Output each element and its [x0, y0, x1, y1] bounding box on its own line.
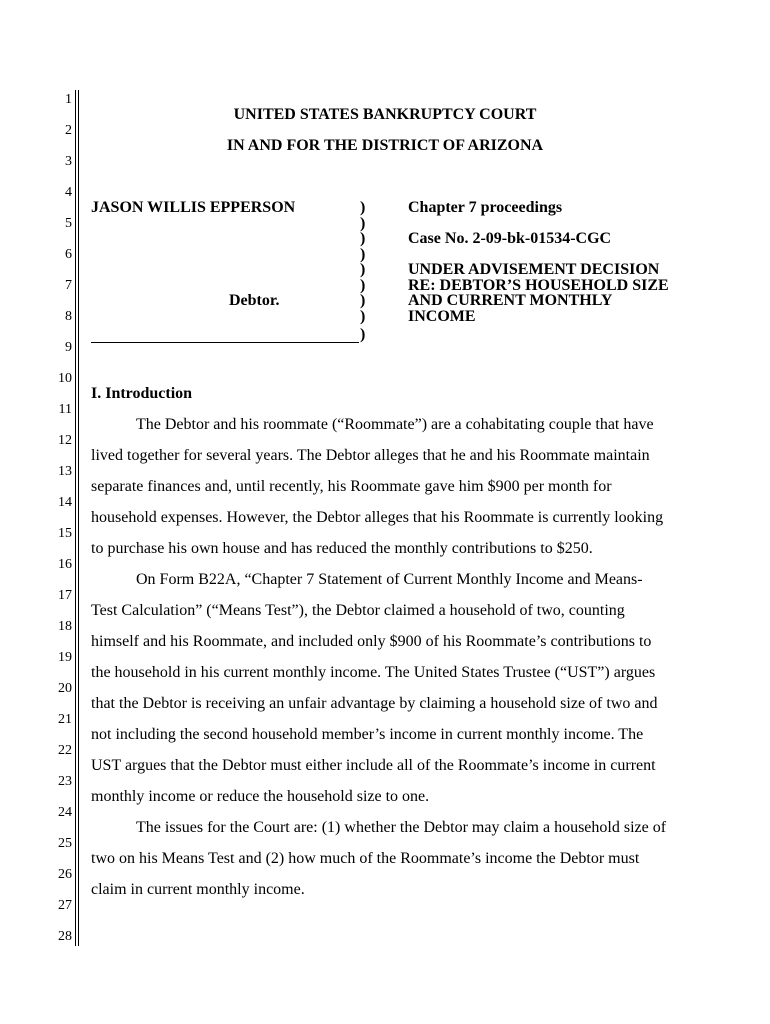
line-number: 13: [58, 464, 72, 479]
decision-title-line: INCOME: [408, 307, 476, 325]
body-line: separate finances and, until recently, his Roommate gave him $900 per month for: [91, 478, 612, 495]
body-line: lived together for several years. The Debtor alleges that he and his Roommate maintain: [91, 447, 650, 464]
caption-paren: ): [360, 261, 366, 278]
line-number: 20: [58, 681, 72, 696]
body-line: not including the second household member’s income in current monthly income. The: [91, 726, 644, 743]
line-number: 5: [65, 216, 72, 231]
line-number: 12: [58, 433, 72, 448]
caption-underline: [91, 342, 359, 343]
court-line-2: IN AND FOR THE DISTRICT OF ARIZONA: [226, 137, 544, 154]
line-number: 23: [58, 774, 72, 789]
line-number: 22: [58, 743, 72, 758]
section-heading: I. Introduction: [91, 385, 193, 402]
caption-paren: ): [360, 292, 366, 309]
line-number: 28: [58, 929, 72, 944]
caption-paren: ): [360, 245, 366, 263]
line-number: 9: [65, 340, 72, 355]
proceedings-label: Chapter 7 proceedings: [408, 199, 563, 216]
body-line: On Form B22A, “Chapter 7 Statement of Current Monthly Income and Means-: [136, 571, 643, 588]
line-number: 4: [65, 185, 72, 200]
caption-paren: ): [360, 230, 366, 247]
line-number: 16: [58, 557, 72, 572]
caption-paren: ): [360, 199, 366, 216]
line-number: 25: [58, 836, 72, 851]
body-line: himself and his Roommate, and included only $900 of his Roommate’s contributions to: [91, 633, 652, 650]
decision-title-line: UNDER ADVISEMENT DECISION: [408, 261, 660, 278]
caption-paren: ): [360, 326, 366, 343]
body-line: two on his Means Test and (2) how much of the Roommate’s income the Debtor must: [91, 850, 640, 867]
line-number: 2: [65, 123, 72, 138]
decision-title-line: RE: DEBTOR’S HOUSEHOLD SIZE: [408, 276, 669, 294]
line-number: 8: [65, 309, 72, 324]
line-number: 24: [58, 805, 72, 820]
line-number: 26: [58, 867, 72, 882]
line-number: 18: [58, 619, 72, 634]
body-line: claim in current monthly income.: [91, 881, 305, 898]
line-number: 6: [65, 247, 72, 262]
margin-rule-left: [75, 90, 76, 946]
line-number: 27: [58, 898, 72, 913]
line-number: 3: [65, 154, 72, 169]
line-number: 15: [58, 526, 72, 541]
court-line-1: UNITED STATES BANKRUPTCY COURT: [233, 106, 537, 123]
line-number: 17: [58, 588, 72, 603]
body-line: to purchase his own house and has reduced the monthly contributions to $250.: [91, 540, 593, 557]
caption-paren: ): [360, 307, 366, 325]
debtor-label: Debtor.: [229, 292, 280, 309]
decision-title-line: AND CURRENT MONTHLY: [408, 292, 613, 309]
line-number: 19: [58, 650, 72, 665]
line-number: 21: [58, 712, 72, 727]
margin-rule-right: [78, 90, 79, 946]
body-line: the household in his current monthly income. The United States Trustee (“UST”) argues: [91, 664, 656, 681]
body-line: UST argues that the Debtor must either include all of the Roommate’s income in current: [91, 757, 656, 774]
caption-paren: ): [360, 276, 366, 294]
court-name: [0, 106, 770, 124]
debtor-name: JASON WILLIS EPPERSON: [91, 199, 296, 216]
line-number: 14: [58, 495, 72, 510]
body-line: monthly income or reduce the household size to one.: [91, 788, 430, 805]
body-line: The Debtor and his roommate (“Roommate”) are a cohabitating couple that have: [136, 416, 654, 433]
body-line: The issues for the Court are: (1) whether the Debtor may claim a household size of: [136, 819, 667, 836]
line-number: 10: [58, 371, 72, 386]
line-number: 11: [58, 402, 72, 417]
body-line: household expenses. However, the Debtor alleges that his Roommate is currently looking: [91, 509, 664, 526]
line-number: 1: [65, 92, 72, 107]
line-number: 7: [65, 278, 72, 293]
decision-title: [408, 262, 669, 324]
case-number: Case No. 2-09-bk-01534-CGC: [408, 230, 612, 247]
caption-paren: ): [360, 214, 366, 232]
body-line: Test Calculation” (“Means Test”), the Debtor claimed a household of two, counting: [91, 602, 625, 619]
body-line: that the Debtor is receiving an unfair advantage by claiming a household size of two and: [91, 695, 658, 712]
court-district: [0, 137, 770, 155]
